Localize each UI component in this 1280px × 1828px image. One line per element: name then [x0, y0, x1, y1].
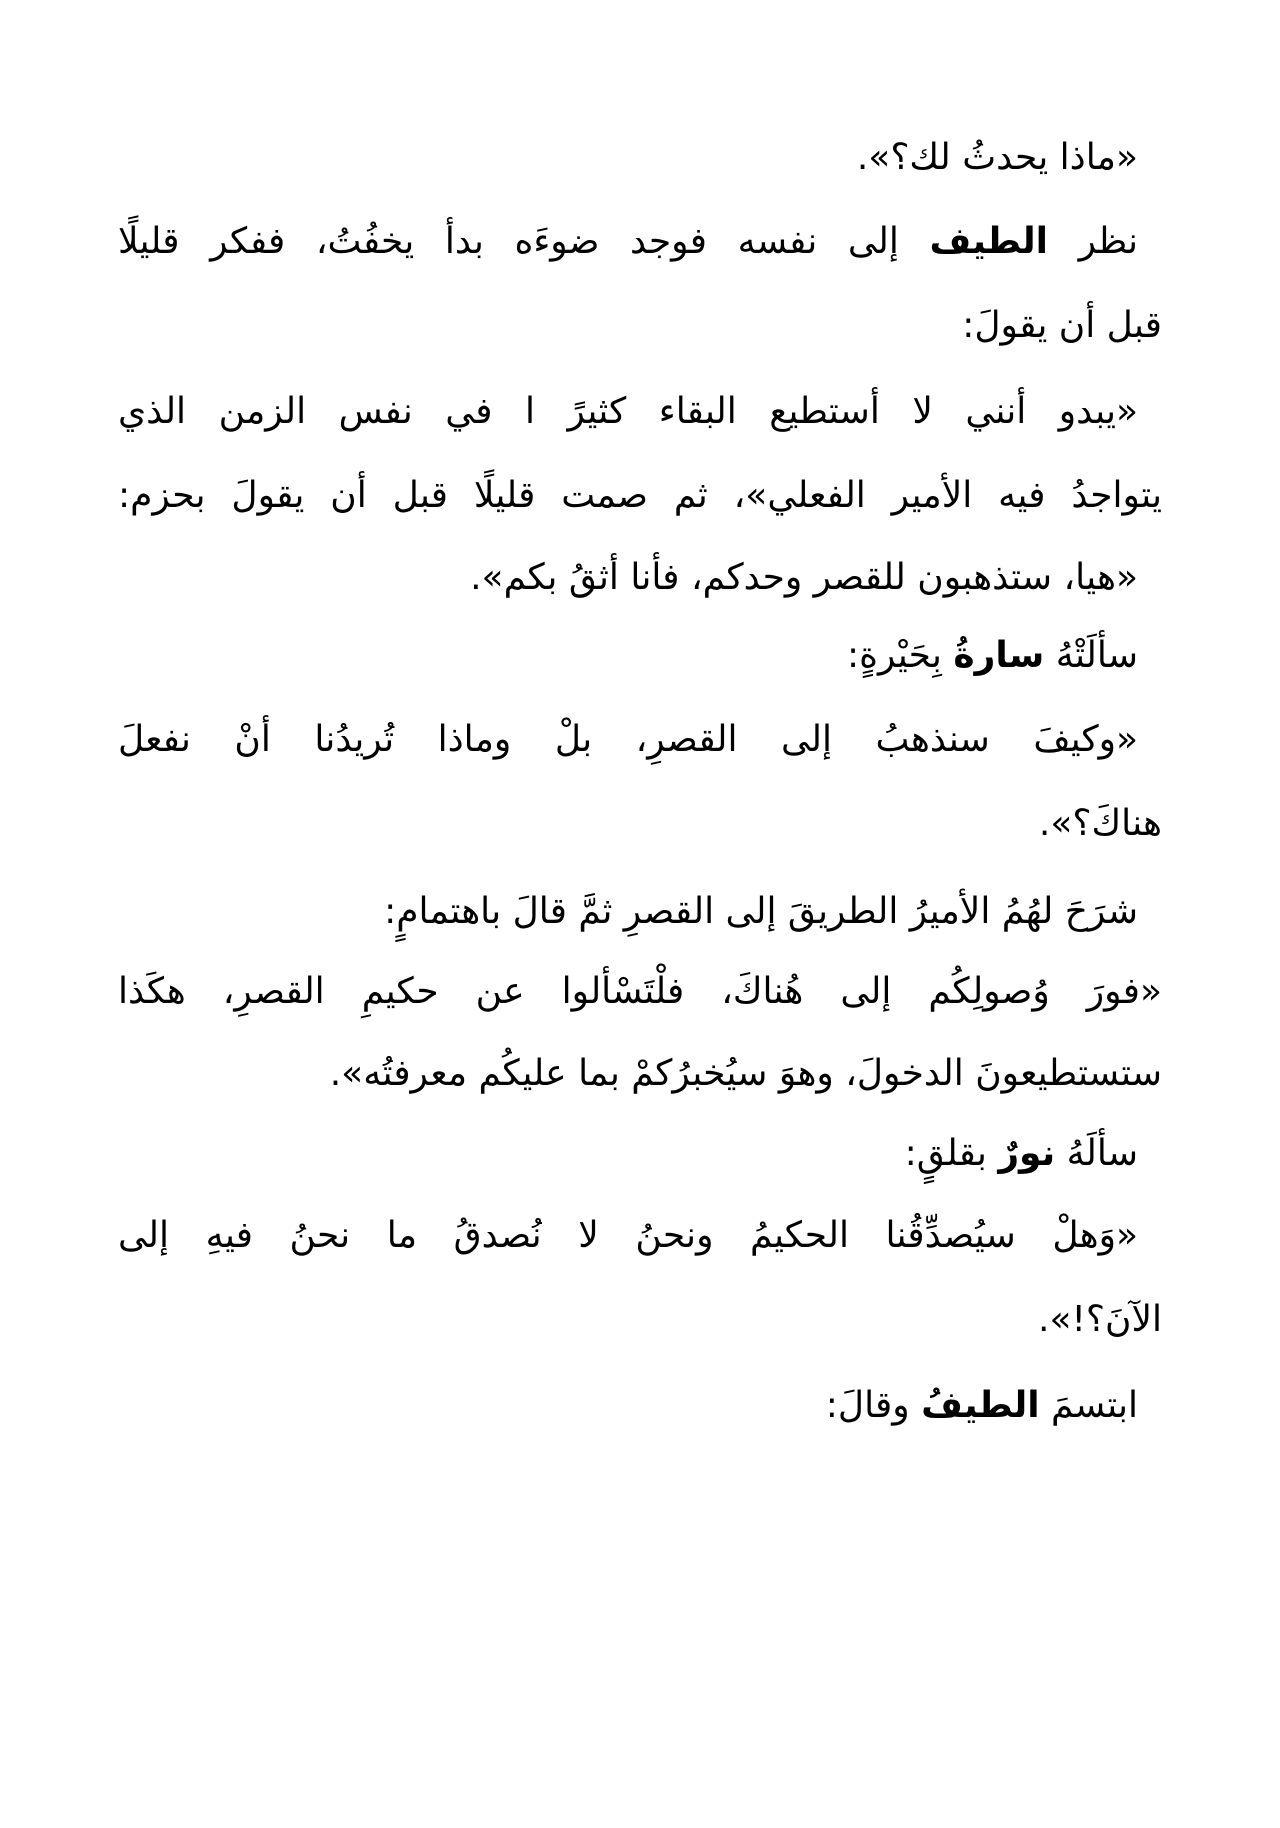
text-line-11 [118, 952, 1162, 1032]
line-text-part: سألَتْهُ [1044, 635, 1138, 676]
character-name-alteef: الطيفُ [921, 1385, 1040, 1426]
line-text-part: بِحَيْرةٍ: [846, 635, 954, 676]
line-text-part: ابتسمَ [1039, 1385, 1138, 1426]
line-text: «يبدو أنني لا أستطيع البقاء كثيرً ا في نفس الزمن الذي [118, 391, 1138, 432]
line-text: «ماذا يحدثُ لك؟». [856, 137, 1138, 178]
text-line-8 [118, 700, 1162, 780]
character-name-nour: نورٌ [998, 1133, 1056, 1174]
line-text: «وكيفَ سنذهبُ إلى القصرِ، بلْ وماذا تُريدُنا أنْ نفعلَ [118, 719, 1138, 760]
line-text-part: إلى نفسه فوجد ضوءَه بدأ يخفُتُ، ففكر قليلًا [118, 221, 930, 262]
text-line-5 [118, 456, 1162, 536]
text-line-6 [118, 538, 1162, 618]
line-text-part: بقلقٍ: [904, 1133, 999, 1174]
line-text-part: نظر [1047, 221, 1138, 262]
line-text: ستستطيعونَ الدخولَ، وهوَ سيُخبرُكمْ بما عليكُم معرفتُه». [329, 1053, 1162, 1094]
line-text-part: وقالَ: [825, 1385, 922, 1426]
text-line-2 [118, 202, 1162, 282]
text-line-12 [118, 1034, 1162, 1114]
text-line-15 [118, 1280, 1162, 1360]
document-page [118, 0, 1162, 1828]
text-line-1 [118, 118, 1162, 198]
text-line-3 [118, 286, 1162, 366]
text-line-7 [118, 616, 1162, 696]
line-text: «هيا، ستذهبون للقصر وحدكم، فأنا أثقُ بكم». [470, 557, 1138, 598]
line-text: «وَهلْ سيُصدِّقُنا الحكيمُ ونحنُ لا نُصدقُ ما نحنُ فيهِ إلى [118, 1215, 1138, 1256]
text-line-10 [118, 872, 1162, 952]
line-text: شرَحَ لهُمُ الأميرُ الطريقَ إلى القصرِ ثمَّ قالَ باهتمامٍ: [384, 891, 1138, 932]
text-line-9 [118, 784, 1162, 864]
text-line-16 [118, 1366, 1162, 1446]
line-text: هناكَ؟». [1038, 803, 1162, 844]
character-name-sara: سارةُ [953, 635, 1045, 676]
text-line-4 [118, 372, 1162, 452]
line-text-part: سألَهُ [1055, 1133, 1138, 1174]
line-text: الآنَ؟!». [1038, 1299, 1162, 1340]
line-text: «فورَ وُصولِكُم إلى هُناكَ، فلْتَسْألوا عن حكيمِ القصرِ، هكَذا [118, 971, 1162, 1012]
line-text: قبل أن يقولَ: [962, 305, 1162, 346]
character-name-alteef: الطيف [929, 221, 1048, 262]
text-line-13 [118, 1114, 1162, 1194]
text-line-14 [118, 1196, 1162, 1276]
line-text: يتواجدُ فيه الأمير الفعلي»، ثم صمت قليلًا قبل أن يقولَ بحزم: [118, 475, 1162, 516]
